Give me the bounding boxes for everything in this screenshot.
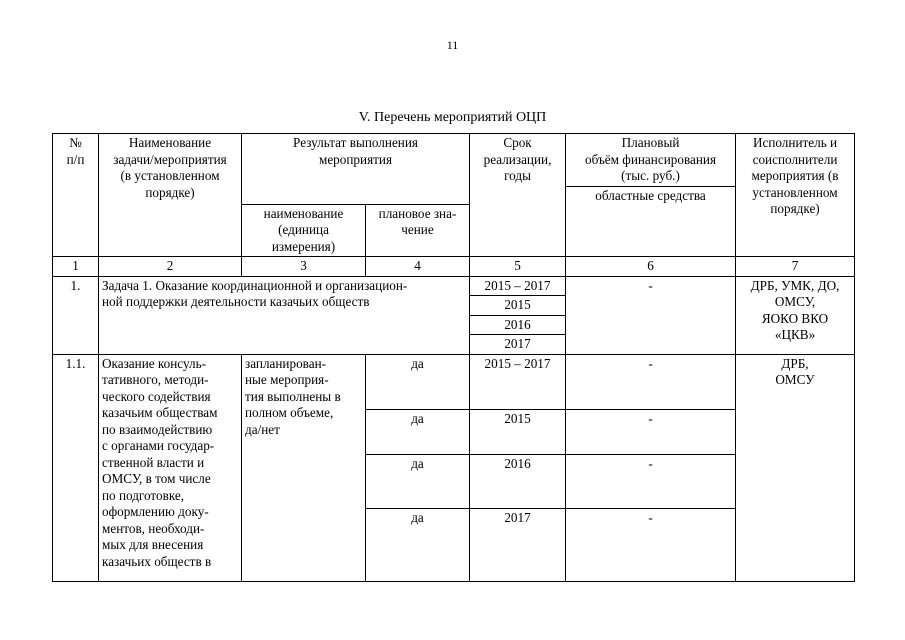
task-num: 1. bbox=[53, 276, 99, 354]
col-num-4: 4 bbox=[366, 257, 470, 277]
page-number: 11 bbox=[446, 38, 459, 52]
task-name: Задача 1. Оказание координационной и организацион- ной поддержки деятельности казачьих обществ bbox=[99, 276, 470, 354]
activity-value: да bbox=[366, 354, 470, 409]
header-num: № п/п bbox=[53, 134, 99, 257]
col-num-6: 6 bbox=[566, 257, 736, 277]
activity-year: 2016 bbox=[470, 454, 566, 508]
activity-value: да bbox=[366, 508, 470, 581]
activity-funding: - bbox=[566, 454, 736, 508]
task-year: 2017 bbox=[470, 335, 566, 355]
col-num-7: 7 bbox=[736, 257, 855, 277]
task-year: 2015 – 2017 bbox=[470, 276, 566, 296]
activities-table bbox=[52, 133, 855, 582]
task-year: 2015 bbox=[470, 296, 566, 316]
activity-executor: ДРБ, ОМСУ bbox=[736, 354, 855, 581]
column-number-row bbox=[53, 257, 855, 277]
header-executor: Исполнитель и соисполнители мероприятия (в установленном порядке) bbox=[736, 134, 855, 257]
activity-year: 2015 bbox=[470, 409, 566, 454]
header-result-name: наименование (единица измерения) bbox=[242, 204, 366, 257]
activity-result-name: запланирован- ные мероприя- тия выполнены в полном объеме, да/нет bbox=[242, 354, 366, 581]
header-funding: Плановый объём финансирования (тыс. руб.) bbox=[566, 134, 736, 187]
section-title: V. Перечень мероприятий ОЦП bbox=[358, 110, 547, 125]
activity-funding: - bbox=[566, 508, 736, 581]
header-funding-source: областные средства bbox=[566, 186, 736, 257]
activity-year: 2015 – 2017 bbox=[470, 354, 566, 409]
activity-row bbox=[53, 354, 855, 409]
task-executor: ДРБ, УМК, ДО, ОМСУ, ЯОКО ВКО «ЦКВ» bbox=[736, 276, 855, 354]
col-num-5: 5 bbox=[470, 257, 566, 277]
task-year: 2016 bbox=[470, 315, 566, 335]
activity-value: да bbox=[366, 409, 470, 454]
header-result: Результат выполнения мероприятия bbox=[242, 134, 470, 205]
task-row bbox=[53, 276, 855, 296]
activity-name: Оказание консуль- тативного, методи- ческого содействия казачьим обществам по взаимодействию с органами государ- ственной власти и ОМСУ, в том числе по подготовке, оформлению доку- ментов, необходи- мых для внесения казачьих обществ в bbox=[99, 354, 242, 581]
task-funding: - bbox=[566, 276, 736, 354]
header-task: Наименование задачи/мероприятия (в установленном порядке) bbox=[99, 134, 242, 257]
activity-funding: - bbox=[566, 354, 736, 409]
activity-value: да bbox=[366, 454, 470, 508]
activity-funding: - bbox=[566, 409, 736, 454]
activity-year: 2017 bbox=[470, 508, 566, 581]
activity-num: 1.1. bbox=[53, 354, 99, 581]
col-num-3: 3 bbox=[242, 257, 366, 277]
col-num-1: 1 bbox=[53, 257, 99, 277]
header-result-value: плановое зна- чение bbox=[366, 204, 470, 257]
col-num-2: 2 bbox=[99, 257, 242, 277]
header-term: Срок реализации, годы bbox=[470, 134, 566, 257]
